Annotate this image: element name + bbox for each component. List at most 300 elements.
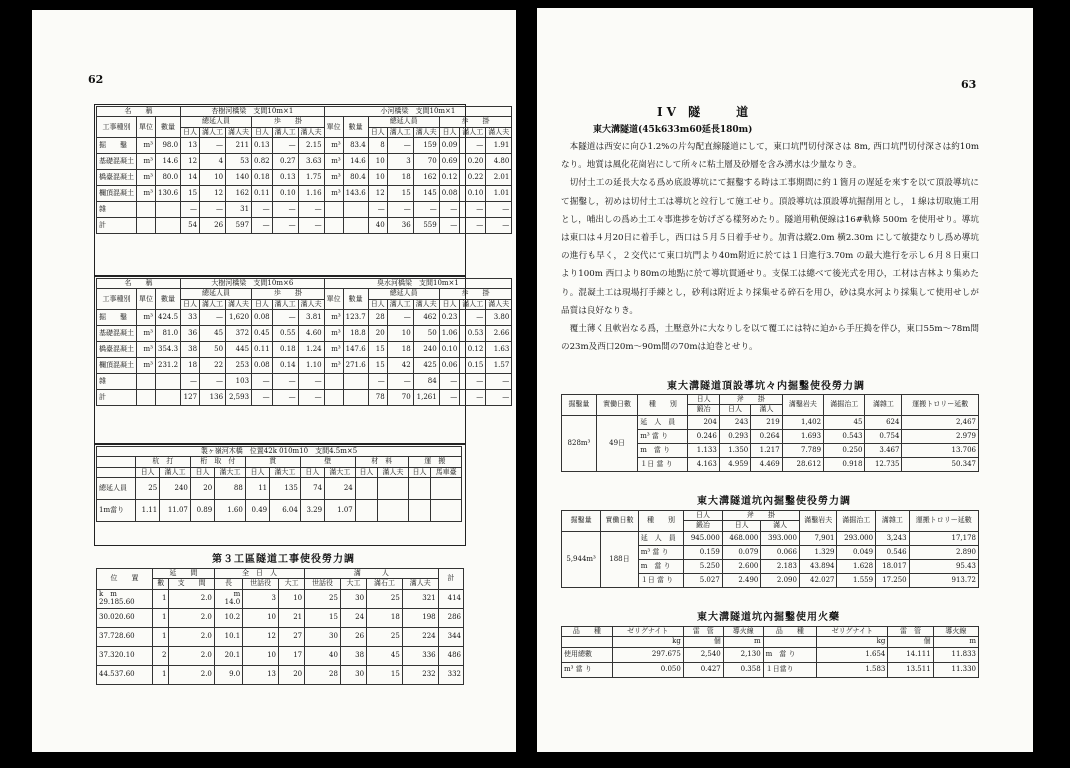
table-cell xyxy=(324,218,343,234)
table-cell: 4.163 xyxy=(688,457,719,471)
table-row xyxy=(97,218,512,234)
table-cell: 2.0 xyxy=(169,627,214,646)
table-cell: m³ xyxy=(324,326,343,342)
table-cell: 232 xyxy=(402,665,438,684)
wooden-bridge-table xyxy=(96,446,462,522)
table-cell: 37.320.10 xyxy=(97,646,153,665)
table-cell: 10 xyxy=(243,608,279,627)
table-row xyxy=(562,511,979,521)
table-cell xyxy=(378,478,409,500)
table-cell: 0.14 xyxy=(272,358,298,374)
column-header: 單位 xyxy=(137,289,156,310)
table-cell: 13 xyxy=(181,138,200,154)
column-header: 滿 人 xyxy=(305,569,438,579)
table-cell: 135 xyxy=(270,478,301,500)
days-cell: 188日 xyxy=(601,531,639,587)
table-cell: 1.693 xyxy=(782,429,823,443)
table-cell xyxy=(137,374,156,390)
table-cell: 雜 xyxy=(97,202,137,218)
table-cell: 橋臺混凝土 xyxy=(97,170,137,186)
table-cell: 43.894 xyxy=(799,559,837,573)
table-cell: 30 xyxy=(340,589,366,608)
page-number: 62 xyxy=(88,73,104,86)
table-cell xyxy=(355,500,377,522)
table-cell: 30 xyxy=(305,627,341,646)
table-cell: 17.250 xyxy=(876,573,910,587)
table-cell: 2.490 xyxy=(722,573,761,587)
table-cell: １日 當 り xyxy=(638,573,683,587)
table-cell: 20 xyxy=(190,478,214,500)
table-cell: 0.079 xyxy=(722,545,761,559)
table-cell xyxy=(343,218,368,234)
table-cell: 0.13 xyxy=(252,138,273,154)
table-cell: 20 xyxy=(279,665,305,684)
table-cell: 53 xyxy=(226,154,252,170)
table-cell xyxy=(408,500,430,522)
table-cell: — xyxy=(200,310,226,326)
table-row xyxy=(97,279,512,289)
table-cell: — xyxy=(252,202,273,218)
table-cell: 1.217 xyxy=(751,443,782,457)
table-cell: 36 xyxy=(181,326,200,342)
table-cell: 12 xyxy=(181,154,200,170)
table-cell: 15 xyxy=(305,608,341,627)
column-header: 雷 管 xyxy=(888,627,933,637)
column-header: 日人 xyxy=(245,467,269,477)
table-cell: 14.6 xyxy=(156,154,181,170)
table-cell: 18.017 xyxy=(876,559,910,573)
column-header: 實働日數 xyxy=(596,395,637,416)
column-header: 滿人工 xyxy=(272,127,298,137)
table-cell: 22 xyxy=(200,358,226,374)
table-cell: 2.090 xyxy=(761,573,800,587)
heading-drift-labor-table xyxy=(561,394,979,472)
column-header: 滿人 xyxy=(761,521,800,531)
column-header: 滿掘治工 xyxy=(837,511,876,532)
column-header: 滿人工 xyxy=(200,299,226,309)
table-cell: 掘 鑿 xyxy=(97,310,137,326)
table-cell: — xyxy=(272,138,298,154)
table-cell: 42.027 xyxy=(799,573,837,587)
table-cell: — xyxy=(439,374,460,390)
table-cell: 11 xyxy=(245,478,269,500)
table-cell: 74 xyxy=(300,478,324,500)
table-cell: — xyxy=(460,138,486,154)
table-cell: 0.09 xyxy=(439,138,460,154)
table-cell: 5.027 xyxy=(684,573,723,587)
paragraph: 切付土工の延長大なる爲め底設導坑にて掘鑿する時は工事期間に約１箇月の遅延を來すを以て頂設導坑にて掘鑿し，初めは切付土工は導坑と竝行して施工せり。頂設導坑は頂設導坑掘削用とし，１線は切取施工用とし，哺出しの爲め土工々事進捗を妨げざる樣努めたり。隧道用軌便線は16#軌條 500m を使用せり。導坑は東口は４月20日に着手し，西口は５月５日着手せり。加背は縱2.0m 横2.30m にして敏捷なりし爲め導坑の進行も早く，２交代にて東口坑門より40m附近に於ては１日進行3.70m の最大進行を示し６月８日東口より100m 西口より80mの地點に於て導坑貫通せり。支保工は總べて後光式を用ひ，工材は吉林より集めたり。混凝土工は現場打手練とし，砂利は附近より採集せる碎石を用ひ，砂は臭水河より採集して使用せしが品質は良好なりき。 xyxy=(561,178,979,316)
table-cell: 913.72 xyxy=(909,573,978,587)
table-cell: 15 xyxy=(367,665,403,684)
table-cell: 162 xyxy=(226,186,252,202)
table-cell xyxy=(324,390,343,406)
table-row xyxy=(562,627,979,637)
table-cell: 80.4 xyxy=(343,170,368,186)
table-cell xyxy=(156,390,181,406)
column-header: 馬車臺 xyxy=(431,467,462,477)
table-cell: 1.16 xyxy=(298,186,324,202)
table-cell: — xyxy=(200,374,226,390)
table-cell: m 當 り xyxy=(638,443,688,457)
table-cell: 88 xyxy=(215,478,246,500)
table-cell: 50 xyxy=(200,342,226,358)
table-cell xyxy=(343,374,368,390)
table-cell: 基礎混凝土 xyxy=(97,154,137,170)
table-cell: 1.350 xyxy=(719,443,750,457)
column-header: 日人 xyxy=(439,299,460,309)
table-cell: 140 xyxy=(226,170,252,186)
table-cell: m³ xyxy=(324,358,343,374)
table-cell: — xyxy=(413,202,439,218)
table-cell: 2,130 xyxy=(723,647,763,662)
table-cell: 30.020.60 xyxy=(97,608,153,627)
table-cell: 2.0 xyxy=(169,665,214,684)
column-header: 滿人夫 xyxy=(413,127,439,137)
table-cell: 45 xyxy=(367,646,403,665)
days-cell: 49日 xyxy=(596,415,637,471)
table-cell: 9.0 xyxy=(214,665,242,684)
table-cell xyxy=(156,202,181,218)
column-header: 歩 掛 xyxy=(252,117,325,127)
table-cell: 25 xyxy=(367,627,403,646)
column-header: 滿人夫 xyxy=(402,579,438,589)
table-cell: 0.427 xyxy=(683,662,723,677)
table-cell: 24 xyxy=(325,478,356,500)
table-cell: 26 xyxy=(200,218,226,234)
column-header: 滿人夫 xyxy=(226,299,252,309)
table-cell: — xyxy=(387,374,413,390)
table-cell: 3.29 xyxy=(300,500,324,522)
column-header: 日人 xyxy=(368,127,387,137)
table-cell: 25 xyxy=(135,478,159,500)
table-cell: 28 xyxy=(305,665,341,684)
column-header: 運搬トロリー延數 xyxy=(909,511,978,532)
column-header: 名 稱 xyxy=(97,107,181,117)
table-cell: 2,467 xyxy=(902,415,979,429)
table-cell: 0.08 xyxy=(439,186,460,202)
table-title: 第３工區隧道工事使役勞力調 xyxy=(212,554,355,565)
column-header: 運 搬 xyxy=(408,457,461,467)
column-header: 滿人工 xyxy=(160,467,191,477)
table-cell: 延 人 員 xyxy=(638,531,683,545)
table-cell: 0.11 xyxy=(252,186,273,202)
table-cell xyxy=(343,202,368,218)
table-cell: 136 xyxy=(200,390,226,406)
table-cell: 28 xyxy=(368,310,387,326)
table-cell: 1 xyxy=(152,665,169,684)
table-row xyxy=(97,107,512,117)
bridge-labor-table-2 xyxy=(96,278,512,406)
table-cell: 0.264 xyxy=(751,429,782,443)
column-header: 種 別 xyxy=(638,511,683,532)
table-cell: — xyxy=(181,202,200,218)
table-cell: 2 xyxy=(152,646,169,665)
table-cell: 4.959 xyxy=(719,457,750,471)
table-cell: m³ xyxy=(137,326,156,342)
table-cell: 17,178 xyxy=(909,531,978,545)
column-header: 運搬トロリー延數 xyxy=(902,395,979,416)
table-cell: 271.6 xyxy=(343,358,368,374)
table-cell: — xyxy=(298,218,324,234)
table-cell: 1.10 xyxy=(298,358,324,374)
column-header: 數量 xyxy=(156,117,181,138)
table-cell: 2.15 xyxy=(298,138,324,154)
table-cell: 18 xyxy=(367,608,403,627)
column-header: 歩 掛 xyxy=(439,289,512,299)
table-cell xyxy=(324,202,343,218)
column-header: 滿雜工 xyxy=(876,511,910,532)
column-header: 名 稱 xyxy=(97,279,181,289)
table-cell: 18.8 xyxy=(343,326,368,342)
unit-cell: m xyxy=(933,637,978,647)
table-cell: 2.0 xyxy=(169,608,214,627)
table-cell: 1.24 xyxy=(298,342,324,358)
table-cell: 70 xyxy=(387,390,413,406)
table-cell: 4.80 xyxy=(486,154,512,170)
table-cell: — xyxy=(252,218,273,234)
table-cell: 0.13 xyxy=(272,170,298,186)
table-cell: 42 xyxy=(387,358,413,374)
table-cell: 2,593 xyxy=(226,390,252,406)
column-header: 實働日數 xyxy=(601,511,639,532)
table-cell: m 當 り xyxy=(763,647,817,662)
table-cell: 12 xyxy=(368,186,387,202)
table-row xyxy=(97,478,462,500)
table-cell: 24 xyxy=(340,608,366,627)
column-header: 製ヶ嶺河木橋 位置42k 010m10 支間4.5m×5 xyxy=(97,447,462,457)
column-header: 貫 xyxy=(245,457,300,467)
table-cell: 12 xyxy=(243,627,279,646)
column-header: 日人 xyxy=(252,299,273,309)
column-header: 工事種別 xyxy=(97,117,137,138)
column-header: 滿人工 xyxy=(387,127,413,137)
table-cell: 橋臺混凝土 xyxy=(97,342,137,358)
column-header: 鍛冶 xyxy=(688,405,719,415)
unit-cell: kg xyxy=(612,637,683,647)
column-header: 桁 取 付 xyxy=(190,457,245,467)
table-cell: 44.537.60 xyxy=(97,665,153,684)
table-cell: 50 xyxy=(413,326,439,342)
table-row xyxy=(562,531,979,545)
table-cell: 8 xyxy=(368,138,387,154)
table-cell: 27 xyxy=(279,627,305,646)
table-cell: 224 xyxy=(402,627,438,646)
table-cell: 945.000 xyxy=(684,531,723,545)
table-cell: 0.08 xyxy=(252,310,273,326)
table-cell: — xyxy=(486,374,512,390)
table-row xyxy=(97,665,464,684)
column-header: 滿人夫 xyxy=(486,299,512,309)
table-cell: 0.250 xyxy=(824,443,865,457)
table-cell: 0.246 xyxy=(688,429,719,443)
table-cell: m³ xyxy=(324,154,343,170)
table-cell: 597 xyxy=(226,218,252,234)
section-heading: IV 隧 道 xyxy=(657,105,753,119)
table-cell: 103 xyxy=(226,374,252,390)
table-row xyxy=(97,627,464,646)
table-cell: 28.612 xyxy=(782,457,823,471)
column-header: 單位 xyxy=(137,117,156,138)
table-cell: m³ xyxy=(137,358,156,374)
table-cell: 559 xyxy=(413,218,439,234)
column-header: 總延人員 xyxy=(368,289,439,299)
table-cell: 240 xyxy=(413,342,439,358)
table-cell: 372 xyxy=(226,326,252,342)
table-cell xyxy=(431,478,462,500)
table-cell: — xyxy=(368,374,387,390)
column-header: 斧 掛 xyxy=(719,395,782,405)
unit-cell: 個 xyxy=(888,637,933,647)
table-cell: 17 xyxy=(279,646,305,665)
table-cell: 12.735 xyxy=(865,457,902,471)
table-cell: 0.10 xyxy=(272,186,298,202)
table-cell: 293.000 xyxy=(837,531,876,545)
column-header: 總延人員 xyxy=(181,289,252,299)
column-header: 滿鑿岩夫 xyxy=(799,511,837,532)
column-header: 日人 xyxy=(719,405,750,415)
table-cell: 1.06 xyxy=(439,326,460,342)
table-title: 東大溝隧道坑內掘鑿使役勞力調 xyxy=(697,496,851,507)
table-cell: 2.01 xyxy=(486,170,512,186)
table-cell: m³ xyxy=(324,342,343,358)
column-header: 滿大工 xyxy=(325,467,356,477)
column-header: 滿人工 xyxy=(200,127,226,137)
table-cell xyxy=(562,637,613,647)
body-text xyxy=(561,138,979,356)
table-cell: m³ 當 り xyxy=(562,662,613,677)
table-cell: 1.654 xyxy=(817,647,888,662)
table-cell: 219 xyxy=(751,415,782,429)
table-cell: 14.6 xyxy=(343,154,368,170)
table-cell: 0.15 xyxy=(460,358,486,374)
column-header: 滿人夫 xyxy=(226,127,252,137)
table-cell: 0.49 xyxy=(245,500,269,522)
table-cell: 1.60 xyxy=(215,500,246,522)
column-header: 日人 xyxy=(190,467,214,477)
table-cell: m³ xyxy=(324,186,343,202)
table-row xyxy=(97,608,464,627)
column-header: 大工 xyxy=(340,579,366,589)
table-row xyxy=(562,647,979,662)
tunnel-labor-table xyxy=(96,568,464,685)
paragraph: 本隧道は西安に向ひ1.2%の片勾配直線隧道にして，東口坑門切付深さは 8m, 西口坑門切付深さは約10mなり。地質は風化花崗岩にして所々に粘土層及砂層を含み湧水は少量なりき。 xyxy=(561,142,979,171)
table-cell: 425 xyxy=(413,358,439,374)
table-cell: 1.57 xyxy=(486,358,512,374)
table-cell: 雜 xyxy=(97,374,137,390)
table-cell: 0.049 xyxy=(837,545,876,559)
table-cell: 掘 鑿 xyxy=(97,138,137,154)
volume-cell: 5,944m³ xyxy=(562,531,601,587)
table-cell: — xyxy=(460,374,486,390)
table-cell: 0.23 xyxy=(439,310,460,326)
column-header: 品 種 xyxy=(562,627,613,637)
column-header: 掘鑿量 xyxy=(562,511,601,532)
table-cell: 10.1 xyxy=(214,627,242,646)
table-cell: 10 xyxy=(387,326,413,342)
section-subheading: 東大溝隧道(45k633m60延長180m) xyxy=(593,125,753,135)
column-header: 日人 xyxy=(355,467,377,477)
table-cell: 14.111 xyxy=(888,647,933,662)
column-header: 品 種 xyxy=(763,627,817,637)
table-cell: 45 xyxy=(824,415,865,429)
table-cell: 81.0 xyxy=(156,326,181,342)
table-row xyxy=(97,500,462,522)
table-cell: 0.06 xyxy=(439,358,460,374)
table-cell: 2.0 xyxy=(169,646,214,665)
column-header: 長 xyxy=(214,579,242,589)
table-cell: 總延人員 xyxy=(97,478,136,500)
table-cell: m³ xyxy=(324,170,343,186)
table-cell: 10.2 xyxy=(214,608,242,627)
column-header: 滿雜工 xyxy=(865,395,902,416)
table-cell: 0.10 xyxy=(439,342,460,358)
column-header: 歩 掛 xyxy=(252,289,325,299)
table-cell: 0.45 xyxy=(252,326,273,342)
table-cell: — xyxy=(272,218,298,234)
column-header: 滿人夫 xyxy=(298,127,324,137)
table-cell: 11.07 xyxy=(160,500,191,522)
table-cell: 20 xyxy=(368,326,387,342)
table-cell xyxy=(137,202,156,218)
table-cell: — xyxy=(460,218,486,234)
table-cell: 130.6 xyxy=(156,186,181,202)
table-cell: 1 xyxy=(152,627,169,646)
table-cell: — xyxy=(439,390,460,406)
table-cell: 21 xyxy=(279,608,305,627)
table-cell: 10 xyxy=(368,154,387,170)
tunnel-excavation-labor-table xyxy=(561,510,979,588)
table-cell: 332 xyxy=(438,665,463,684)
table-cell: 4 xyxy=(200,154,226,170)
table-cell: 0.69 xyxy=(439,154,460,170)
table-cell: 4.469 xyxy=(751,457,782,471)
table-cell xyxy=(343,390,368,406)
table-cell: 445 xyxy=(226,342,252,358)
table-cell: m³ 當 り xyxy=(638,545,683,559)
table-cell: 45 xyxy=(200,326,226,342)
table-row xyxy=(97,310,512,326)
table-row xyxy=(97,589,464,608)
table-cell: １日 當 り xyxy=(638,457,688,471)
table-cell xyxy=(156,374,181,390)
table-cell: — xyxy=(200,202,226,218)
column-header: 滿人工 xyxy=(460,127,486,137)
table-cell: 0.12 xyxy=(439,170,460,186)
table-row xyxy=(97,117,512,127)
column-header: 世話役 xyxy=(305,579,341,589)
table-cell: 0.27 xyxy=(272,154,298,170)
column-header: 日人 xyxy=(252,127,273,137)
table-cell: 1m當り xyxy=(97,500,136,522)
table-cell: 18 xyxy=(387,342,413,358)
table-cell: 162 xyxy=(413,170,439,186)
column-header: 數量 xyxy=(343,117,368,138)
table-cell: 1,620 xyxy=(226,310,252,326)
column-header: 導火線 xyxy=(723,627,763,637)
table-row xyxy=(562,662,979,677)
table-cell: 0.066 xyxy=(761,545,800,559)
left-page xyxy=(32,10,516,752)
column-header: 數 xyxy=(152,579,169,589)
table-cell: 1.91 xyxy=(486,138,512,154)
table-row xyxy=(97,358,512,374)
table-cell: 80.0 xyxy=(156,170,181,186)
unit-cell: 個 xyxy=(683,637,723,647)
table-cell: — xyxy=(439,202,460,218)
table-cell: 3.81 xyxy=(298,310,324,326)
table-cell: 37.728.60 xyxy=(97,627,153,646)
table-cell: 20.1 xyxy=(214,646,242,665)
